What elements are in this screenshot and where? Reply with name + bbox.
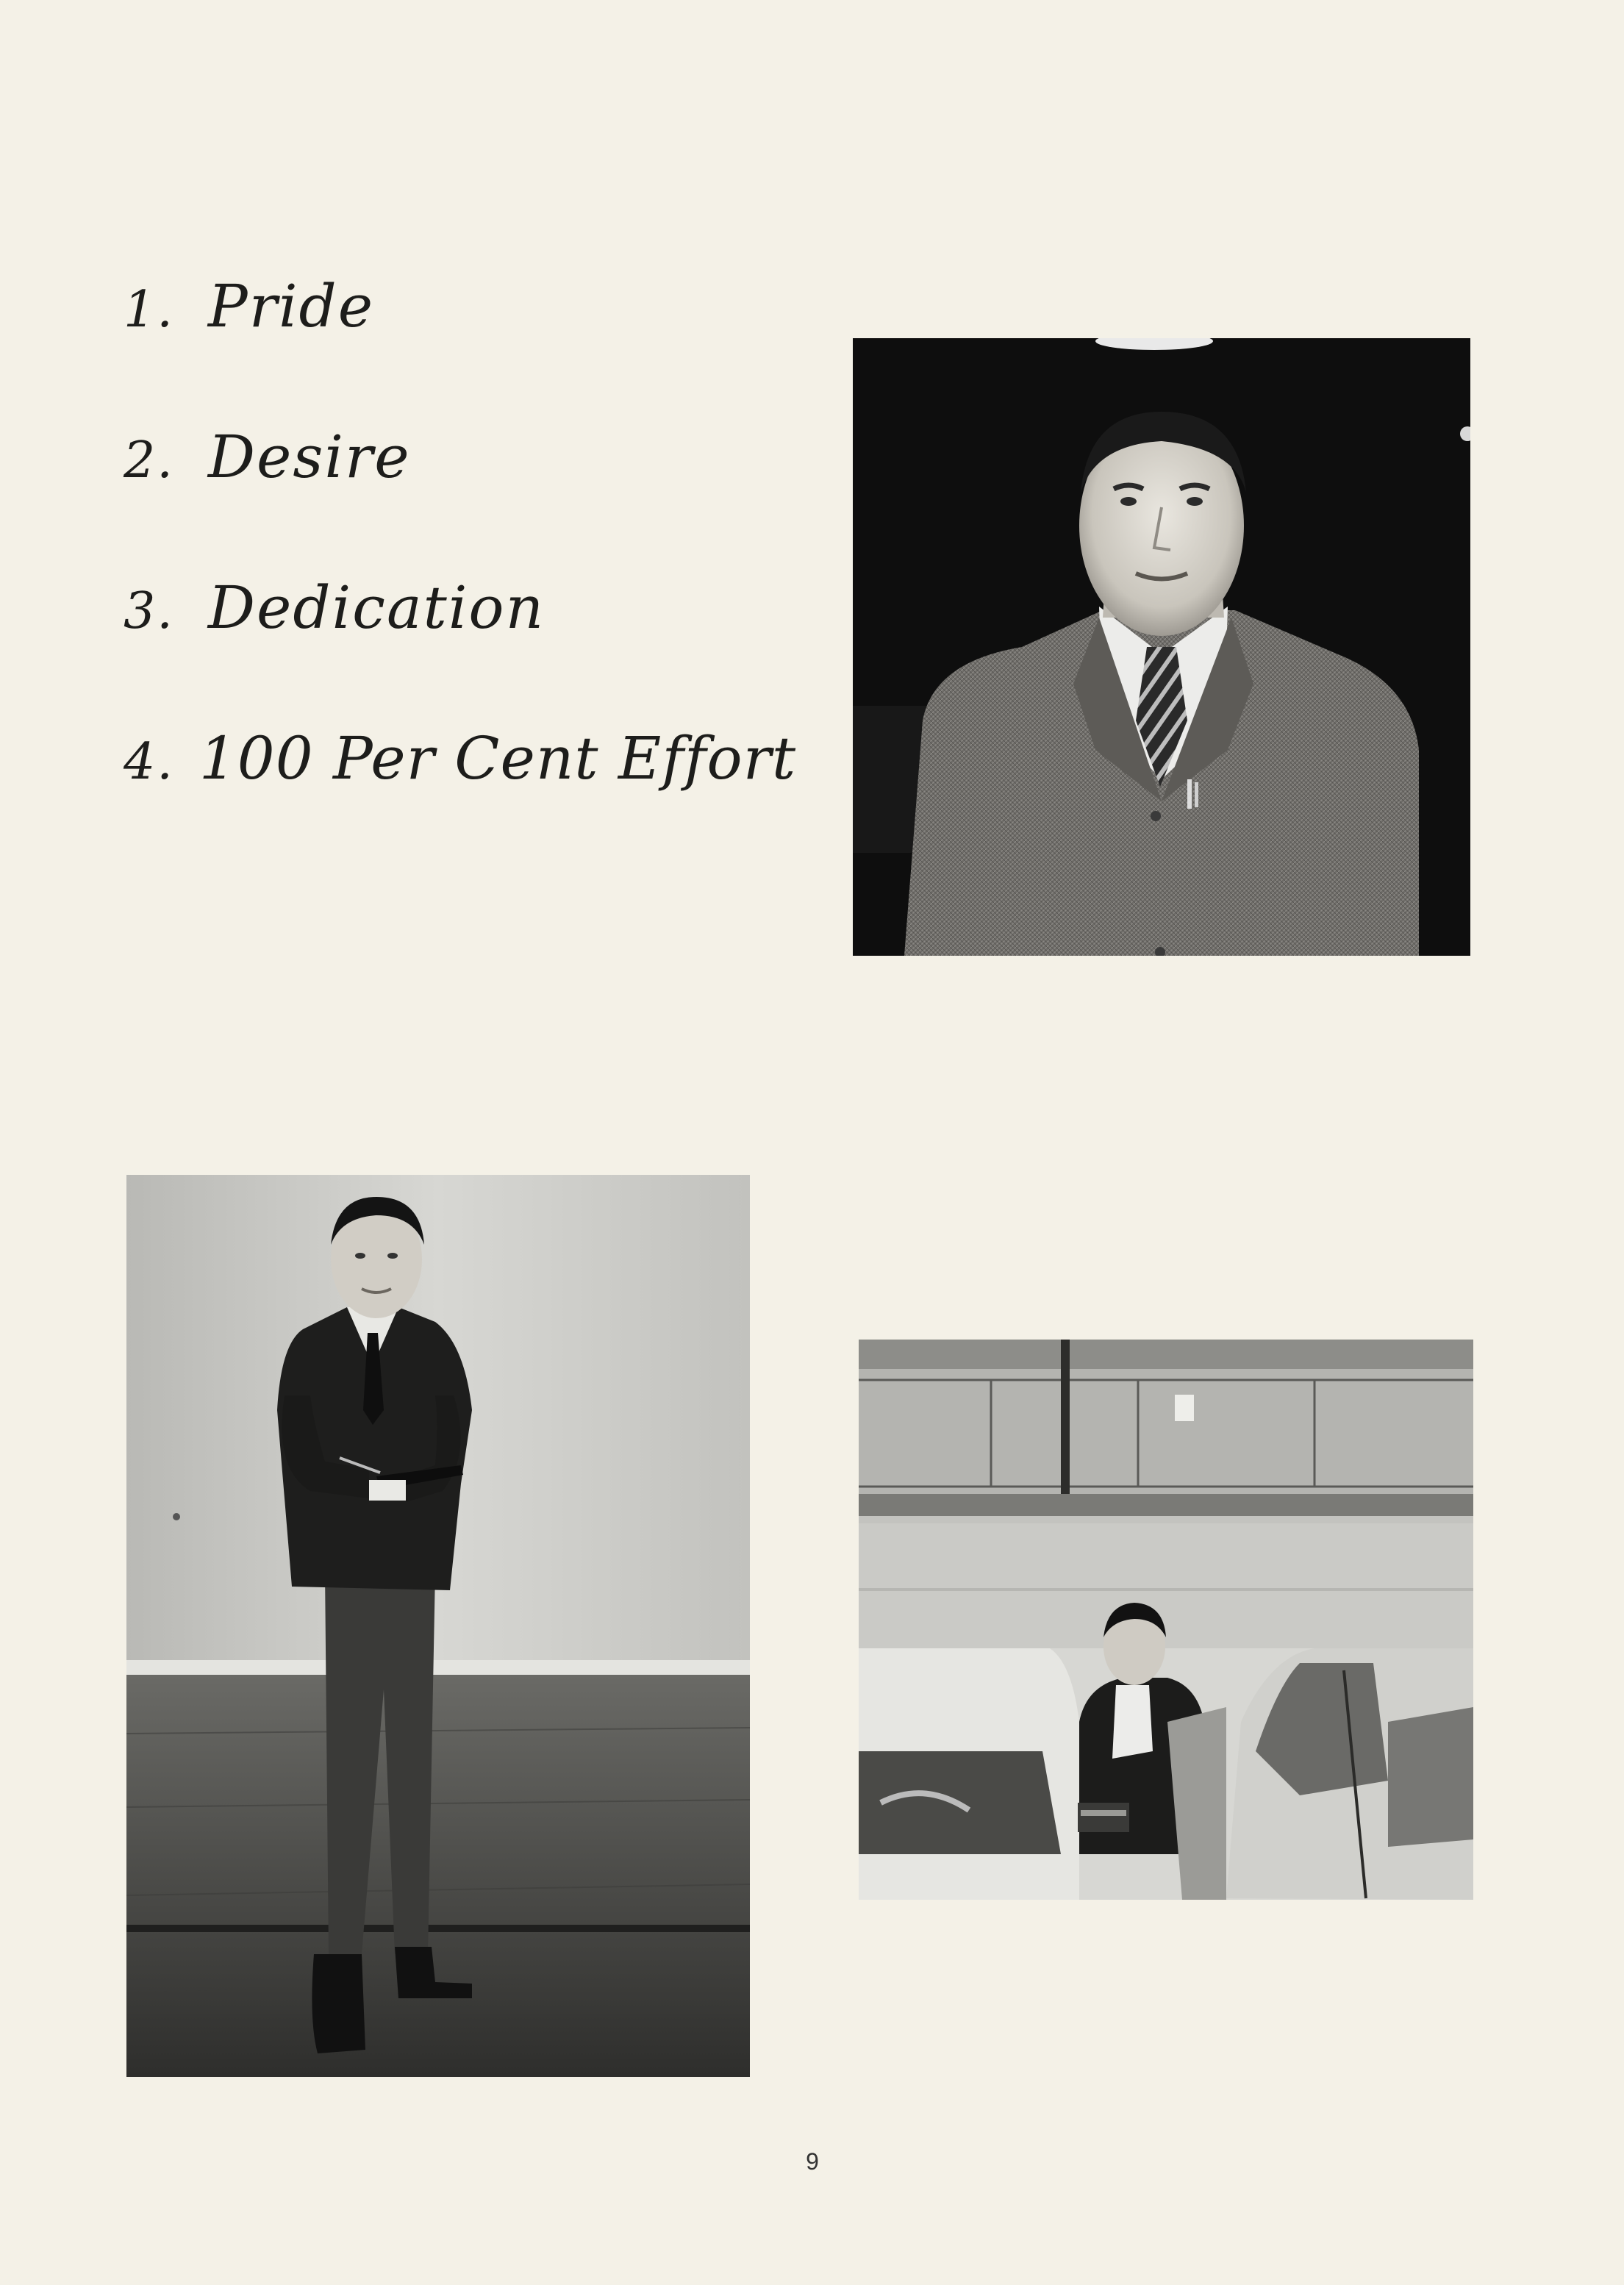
creed-number: 3. <box>124 582 174 640</box>
creed-number: 4. <box>124 733 174 791</box>
creed-text: Desire <box>207 423 411 491</box>
creed-item-desire <box>124 423 411 491</box>
creed-item-pride <box>124 272 374 340</box>
car-photo <box>859 1340 1473 1900</box>
creed-text: Dedication <box>207 573 545 642</box>
creed-number: 2. <box>124 432 174 490</box>
creed-item-effort <box>124 724 796 793</box>
creed-text: Pride <box>207 272 375 340</box>
creed-text: 100 Per Cent Effort <box>198 724 797 793</box>
standing-photo <box>126 1175 750 2077</box>
creed-item-dedication <box>124 573 545 642</box>
creed-number: 1. <box>124 281 174 339</box>
page-number: 9 <box>806 2148 819 2175</box>
portrait-photo <box>853 338 1470 956</box>
